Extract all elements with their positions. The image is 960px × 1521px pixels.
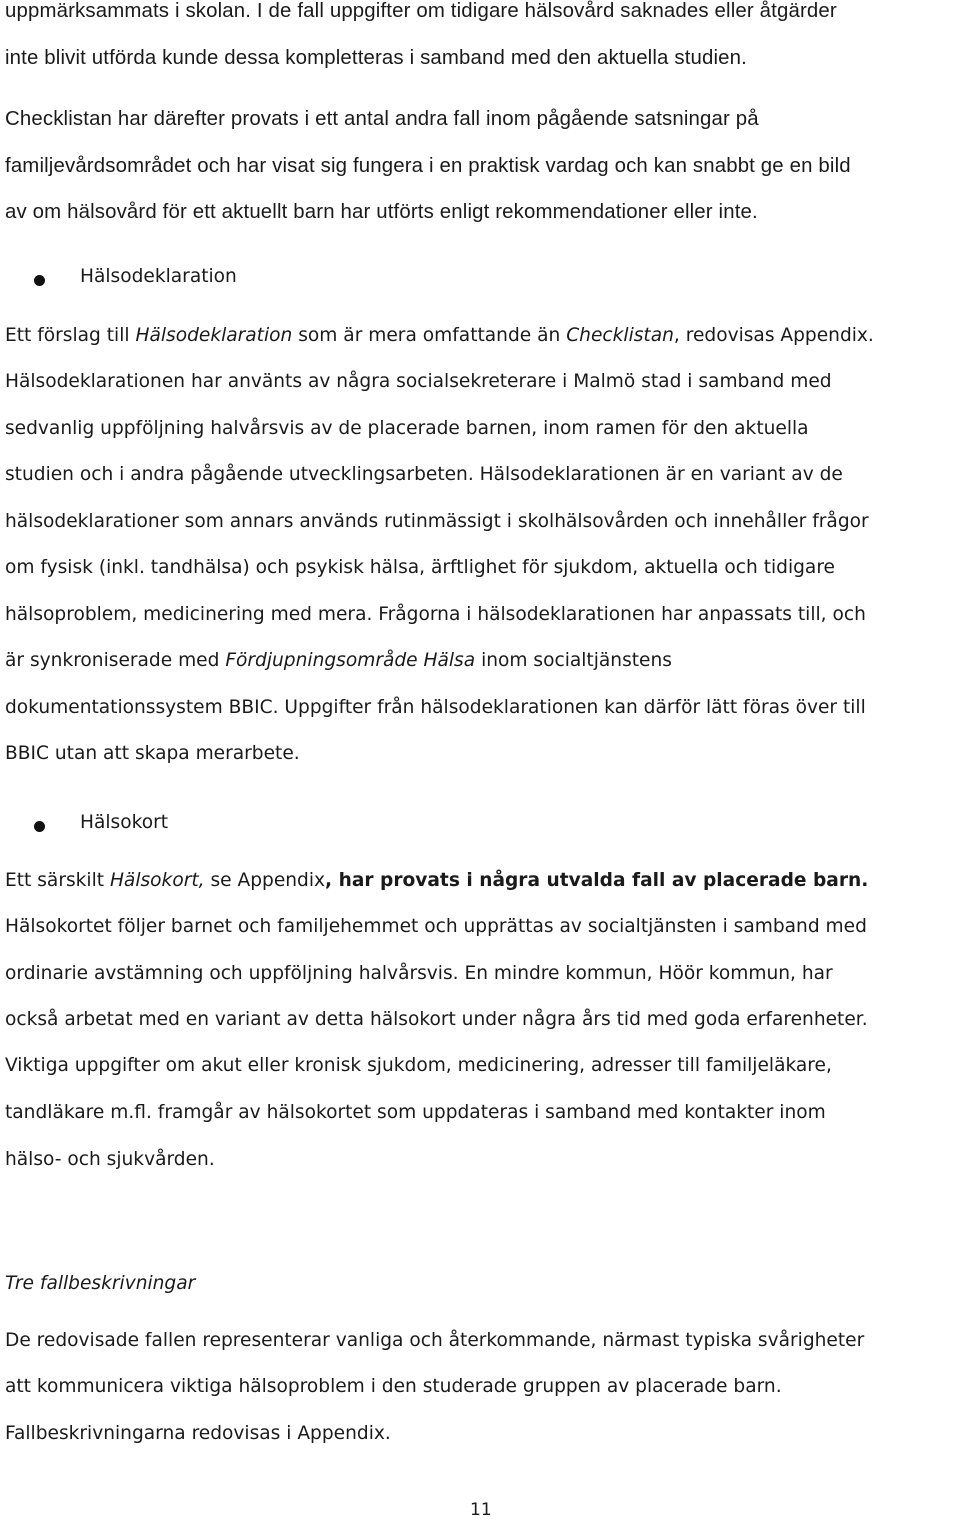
- bullet-dot: [34, 821, 45, 832]
- text-line: tandläkare m.fl. framgår av hälsokortet som uppdateras i samband med kontakter inom: [5, 1102, 826, 1123]
- text-line: uppmärksammats i skolan. I de fall uppgifter om tidigare hälsovård saknades eller åtgärder: [5, 0, 837, 22]
- text-line: hälsodeklarationer som annars används rutinmässigt i skolhälsovården och innehåller frågor: [5, 511, 869, 532]
- text-line: familjevårdsområdet och har visat sig fungera i en praktisk vardag och kan snabbt ge en bild: [5, 155, 851, 177]
- text-line: är synkroniserade med Fördjupningsområde Hälsa inom socialtjänstens: [5, 650, 672, 671]
- bullet-dot: [34, 275, 45, 286]
- text-line: om fysisk (inkl. tandhälsa) och psykisk hälsa, ärftlighet för sjukdom, aktuella och tidigare: [5, 557, 835, 578]
- bullet-heading: Hälsokort: [80, 812, 169, 833]
- text-line: hälso- och sjukvården.: [5, 1149, 215, 1170]
- text-line: att kommunicera viktiga hälsoproblem i den studerade gruppen av placerade barn.: [5, 1376, 782, 1397]
- text-line: inte blivit utförda kunde dessa kompletteras i samband med den aktuella studien.: [5, 47, 747, 69]
- page-number: 11: [470, 1500, 492, 1520]
- text-line: hälsoproblem, medicinering med mera. Frågorna i hälsodeklarationen har anpassats till, och: [5, 604, 866, 625]
- section-heading: Tre fallbeskrivningar: [5, 1273, 196, 1294]
- bullet-heading: Hälsodeklaration: [80, 266, 237, 287]
- text-line: studien och i andra pågående utvecklingsarbeten. Hälsodeklarationen är en variant av de: [5, 464, 843, 485]
- text-line: Checklistan har därefter provats i ett antal andra fall inom pågående satsningar på: [5, 108, 759, 130]
- text-line: dokumentationssystem BBIC. Uppgifter från hälsodeklarationen kan därför lätt föras över till: [5, 697, 866, 718]
- text-line: Hälsodeklarationen har använts av några socialsekreterare i Malmö stad i samband med: [5, 371, 832, 392]
- text-line: BBIC utan att skapa merarbete.: [5, 743, 300, 764]
- text-line: ordinarie avstämning och uppföljning halvårsvis. En mindre kommun, Höör kommun, har: [5, 963, 833, 984]
- text-line: av om hälsovård för ett aktuellt barn har utförts enligt rekommendationer eller inte.: [5, 201, 758, 223]
- text-line: sedvanlig uppföljning halvårsvis av de placerade barnen, inom ramen för den aktuella: [5, 418, 809, 439]
- text-line: Ett särskilt Hälsokort, se Appendix, har provats i några utvalda fall av placerade barn.: [5, 870, 869, 891]
- text-line: Hälsokortet följer barnet och familjehemmet och upprättas av socialtjänsten i samband med: [5, 916, 867, 937]
- text-line: Ett förslag till Hälsodeklaration som är mera omfattande än Checklistan, redovisas Appendix.: [5, 325, 874, 346]
- text-line: Viktiga uppgifter om akut eller kronisk sjukdom, medicinering, adresser till familjeläkare,: [5, 1055, 832, 1076]
- text-line: Fallbeskrivningarna redovisas i Appendix.: [5, 1423, 391, 1444]
- text-line: också arbetat med en variant av detta hälsokort under några års tid med goda erfarenheter.: [5, 1009, 868, 1030]
- text-line: De redovisade fallen representerar vanliga och återkommande, närmast typiska svårigheter: [5, 1330, 865, 1351]
